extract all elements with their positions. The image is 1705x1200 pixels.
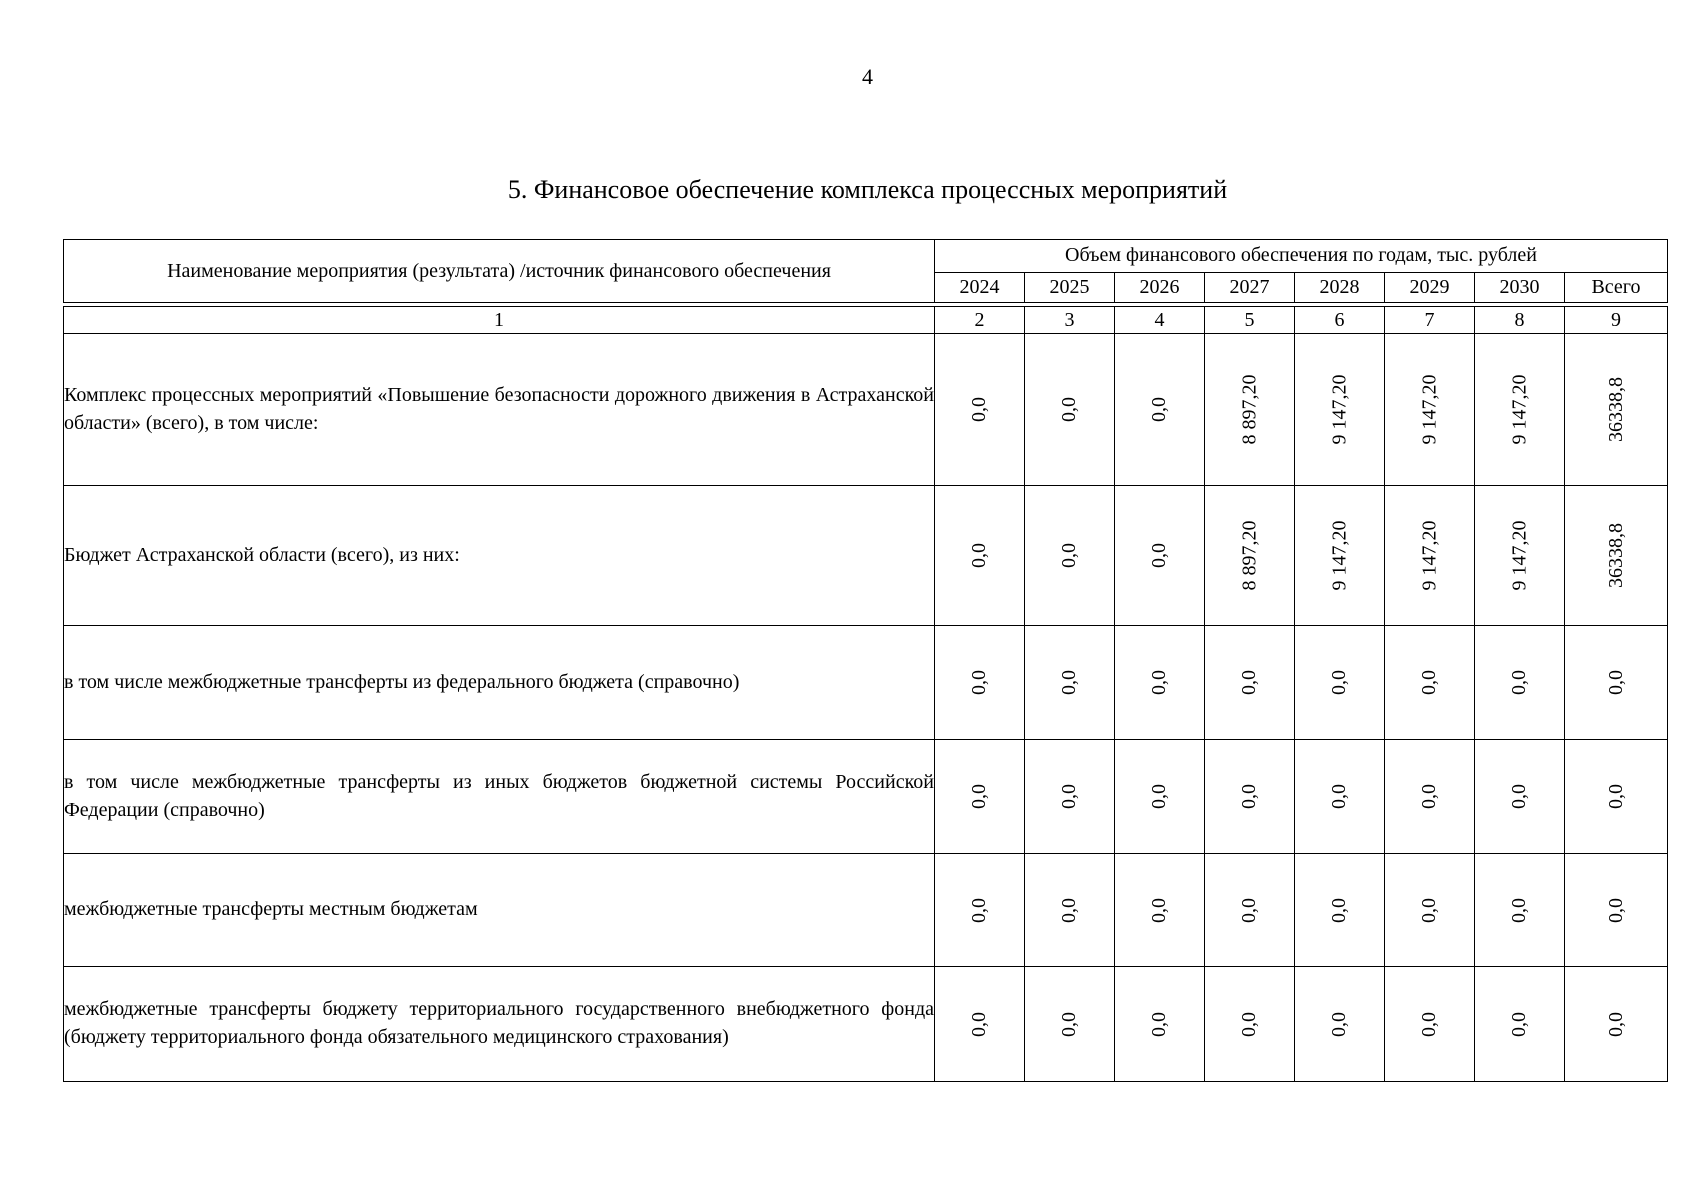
value-cell xyxy=(1205,626,1295,740)
value-cell xyxy=(1205,967,1295,1082)
value-cell xyxy=(1115,334,1205,486)
value-cell xyxy=(1475,486,1565,626)
value-cell xyxy=(1025,854,1115,967)
value-cell xyxy=(1295,486,1385,626)
header-name-cell: Наименование мероприятия (результата) /источник финансового обеспечения xyxy=(64,240,935,303)
value-cell xyxy=(1115,740,1205,854)
value-cell xyxy=(1115,967,1205,1082)
value-text: 0,0 xyxy=(1604,1011,1627,1037)
value-cell xyxy=(1385,740,1475,854)
value-cell xyxy=(1565,334,1668,486)
value-text: 0,0 xyxy=(968,670,990,695)
value-cell xyxy=(1295,626,1385,740)
column-number-row xyxy=(64,307,1668,334)
table-row-federal-transfers xyxy=(64,626,1668,740)
header-year-cell: 2030 xyxy=(1475,272,1565,302)
row-name-cell: в том числе межбюджетные трансферты из федерального бюджета (справочно) xyxy=(64,626,935,740)
value-cell xyxy=(1295,967,1385,1082)
value-cell xyxy=(1385,486,1475,626)
value-cell xyxy=(1115,854,1205,967)
financing-table xyxy=(63,239,1668,1082)
value-text: 0,0 xyxy=(1418,670,1440,695)
value-text: 0,0 xyxy=(1148,1011,1170,1037)
value-text: 8 897,20 xyxy=(1238,520,1260,591)
header-year-cell: 2027 xyxy=(1205,272,1295,302)
value-text: 0,0 xyxy=(1328,1011,1350,1037)
value-cell xyxy=(935,854,1025,967)
value-cell xyxy=(1115,626,1205,740)
value-text: 0,0 xyxy=(1508,670,1530,695)
column-number-cell: 2 xyxy=(935,307,1025,334)
value-cell xyxy=(935,626,1025,740)
table-row-local-transfers xyxy=(64,854,1668,967)
value-cell xyxy=(1565,626,1668,740)
value-text: 0,0 xyxy=(1058,784,1080,809)
value-text: 0,0 xyxy=(1508,1011,1530,1037)
value-text: 0,0 xyxy=(968,543,990,568)
row-name-cell: Бюджет Астраханской области (всего), из них: xyxy=(64,486,935,626)
value-text: 0,0 xyxy=(1604,897,1627,923)
value-text: 0,0 xyxy=(1058,670,1080,695)
value-cell xyxy=(935,334,1025,486)
header-row-group xyxy=(64,240,1668,273)
value-text: 0,0 xyxy=(1418,784,1440,809)
value-text: 0,0 xyxy=(1058,1011,1080,1037)
value-text: 0,0 xyxy=(1238,1011,1260,1037)
value-cell xyxy=(935,967,1025,1082)
value-text: 9 147,20 xyxy=(1328,520,1350,591)
value-text: 0,0 xyxy=(1238,670,1260,695)
value-text: 0,0 xyxy=(1058,543,1080,568)
column-number-cell: 8 xyxy=(1475,307,1565,334)
value-text: 0,0 xyxy=(968,897,990,923)
value-cell xyxy=(1205,854,1295,967)
table-row-regional-budget xyxy=(64,486,1668,626)
value-text: 0,0 xyxy=(1238,897,1260,923)
value-text: 0,0 xyxy=(1508,897,1530,923)
value-cell xyxy=(935,740,1025,854)
value-text: 36338,8 xyxy=(1604,377,1627,442)
value-cell xyxy=(1565,967,1668,1082)
value-cell xyxy=(1295,334,1385,486)
value-cell xyxy=(1475,854,1565,967)
value-text: 0,0 xyxy=(1508,784,1530,809)
value-text: 0,0 xyxy=(1328,784,1350,809)
row-name-cell: межбюджетные трансферты бюджету территориального государственного внебюджетного фонда (бюджету территориального фонда обязательного медицинского страхования) xyxy=(64,967,935,1082)
value-text: 9 147,20 xyxy=(1328,374,1350,445)
value-cell xyxy=(1475,740,1565,854)
value-cell xyxy=(1475,334,1565,486)
value-cell xyxy=(1295,854,1385,967)
table-row-complex-total xyxy=(64,334,1668,486)
value-cell xyxy=(1115,486,1205,626)
column-number-cell: 4 xyxy=(1115,307,1205,334)
value-text: 0,0 xyxy=(968,397,990,422)
value-text: 0,0 xyxy=(1418,1011,1440,1037)
value-cell xyxy=(1295,740,1385,854)
value-cell xyxy=(1385,854,1475,967)
value-text: 36338,8 xyxy=(1604,523,1627,588)
value-text: 0,0 xyxy=(1058,897,1080,923)
value-cell xyxy=(1025,486,1115,626)
table-row-fund-transfers xyxy=(64,967,1668,1082)
value-text: 0,0 xyxy=(1148,397,1170,422)
value-cell xyxy=(1565,740,1668,854)
document-title: 5. Финансовое обеспечение комплекса процессных мероприятий xyxy=(507,175,1228,204)
value-text: 8 897,20 xyxy=(1238,374,1260,445)
value-text: 0,0 xyxy=(1328,897,1350,923)
value-cell xyxy=(1025,626,1115,740)
value-cell xyxy=(935,486,1025,626)
value-text: 0,0 xyxy=(968,1011,990,1037)
page-number: 4 xyxy=(862,64,873,89)
header-group-cell: Объем финансового обеспечения по годам, тыс. рублей xyxy=(935,240,1668,273)
row-name-cell: в том числе межбюджетные трансферты из иных бюджетов бюджетной системы Российской Федерации (справочно) xyxy=(64,740,935,854)
value-cell xyxy=(1565,854,1668,967)
value-text: 9 147,20 xyxy=(1418,374,1440,445)
value-text: 0,0 xyxy=(1058,397,1080,422)
value-cell xyxy=(1475,967,1565,1082)
value-text: 9 147,20 xyxy=(1508,520,1530,591)
header-year-cell: 2025 xyxy=(1025,272,1115,302)
column-number-cell: 1 xyxy=(64,307,935,334)
value-text: 0,0 xyxy=(1418,897,1440,923)
value-cell xyxy=(1205,334,1295,486)
value-text: 0,0 xyxy=(1148,543,1170,568)
value-text: 0,0 xyxy=(1604,670,1627,695)
header-total-cell: Всего xyxy=(1565,272,1668,302)
header-year-cell: 2026 xyxy=(1115,272,1205,302)
value-text: 0,0 xyxy=(1238,784,1260,809)
value-text: 0,0 xyxy=(1148,897,1170,923)
value-text: 0,0 xyxy=(1604,784,1627,809)
value-cell xyxy=(1025,334,1115,486)
value-text: 0,0 xyxy=(1328,670,1350,695)
value-cell xyxy=(1385,334,1475,486)
value-cell xyxy=(1205,740,1295,854)
column-number-cell: 3 xyxy=(1025,307,1115,334)
row-name-cell: Комплекс процессных мероприятий «Повышение безопасности дорожного движения в Астраханской области» (всего), в том числе: xyxy=(64,334,935,486)
row-name-cell: межбюджетные трансферты местным бюджетам xyxy=(64,854,935,967)
header-year-cell: 2028 xyxy=(1295,272,1385,302)
table-row-other-transfers xyxy=(64,740,1668,854)
value-text: 0,0 xyxy=(1148,784,1170,809)
value-text: 0,0 xyxy=(968,784,990,809)
value-cell xyxy=(1025,740,1115,854)
value-cell xyxy=(1025,967,1115,1082)
value-cell xyxy=(1385,967,1475,1082)
value-cell xyxy=(1475,626,1565,740)
value-text: 9 147,20 xyxy=(1508,374,1530,445)
value-cell xyxy=(1565,486,1668,626)
value-text: 9 147,20 xyxy=(1418,520,1440,591)
value-text: 0,0 xyxy=(1148,670,1170,695)
header-year-cell: 2029 xyxy=(1385,272,1475,302)
column-number-cell: 5 xyxy=(1205,307,1295,334)
value-cell xyxy=(1205,486,1295,626)
column-number-cell: 6 xyxy=(1295,307,1385,334)
column-number-cell: 7 xyxy=(1385,307,1475,334)
header-year-cell: 2024 xyxy=(935,272,1025,302)
column-number-cell: 9 xyxy=(1565,307,1668,334)
value-cell xyxy=(1385,626,1475,740)
